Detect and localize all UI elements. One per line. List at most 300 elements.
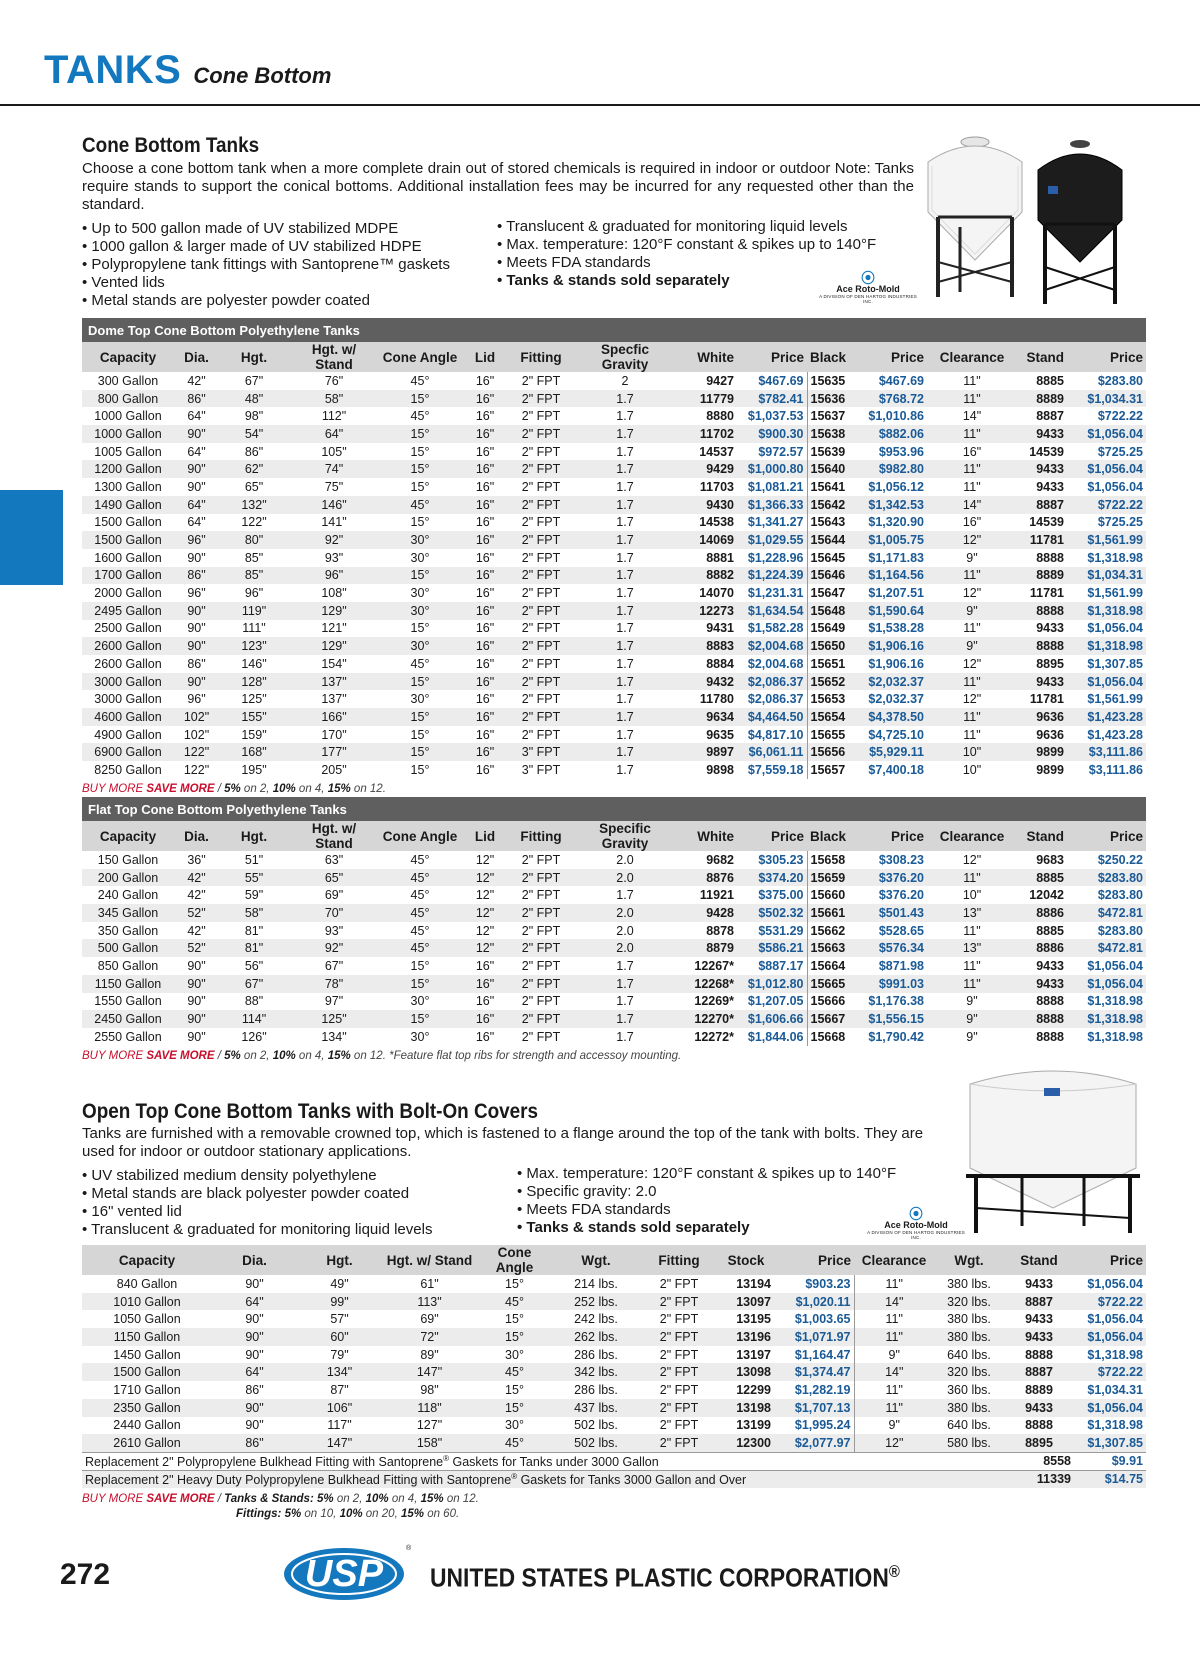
table-cell: $722.22 [1067, 407, 1146, 425]
logo-reg-mark: ® [406, 1545, 412, 1552]
table-cell: $1,318.98 [1067, 549, 1146, 567]
table-cell: $1,282.19 [774, 1381, 854, 1399]
desc-part: Gaskets for Tanks 3000 Gallon and Over [517, 1472, 747, 1487]
table-cell: 320 lbs. [934, 1363, 1004, 1381]
logo-tag: A DIVISION OF DEN HARTOG INDUSTRIES INC. [867, 1230, 965, 1240]
table-cell: 14" [927, 407, 1017, 425]
table-cell: 15656 [807, 743, 851, 761]
table-cell: $2,032.37 [851, 690, 927, 708]
table-cell: 170" [289, 726, 379, 744]
table-cell: 67" [219, 372, 289, 390]
table-cell: 9" [927, 1010, 1017, 1028]
table-cell: 15643 [807, 514, 851, 532]
reg-mark: ® [443, 1453, 450, 1463]
table-cell: $1,228.96 [737, 549, 807, 567]
column-header: Hgt. w/ Stand [289, 821, 379, 851]
cone-tank-image [920, 132, 1145, 317]
fittings-discount [82, 1508, 459, 1520]
table-cell: 15° [379, 957, 461, 975]
table-cell: 286 lbs. [552, 1346, 640, 1364]
column-header: Stand [1017, 821, 1067, 851]
table-cell: 8885 [1017, 372, 1067, 390]
table-cell: 8885 [1017, 922, 1067, 940]
table-cell: 15° [379, 975, 461, 993]
table-cell: 2" FPT [509, 655, 573, 673]
table-cell: $1,224.39 [737, 567, 807, 585]
table-cell: 14069 [677, 531, 737, 549]
table-cell: 55" [219, 869, 289, 887]
table-cell: 15° [379, 673, 461, 691]
replacement-row [82, 1452, 1146, 1470]
table-row [82, 549, 1146, 567]
table-cell: $1,029.55 [737, 531, 807, 549]
table-cell: 114" [219, 1010, 289, 1028]
table-cell: $982.80 [851, 460, 927, 478]
table-cell: $1,020.11 [774, 1293, 854, 1311]
table-cell: $374.20 [737, 869, 807, 887]
table-cell: 15657 [807, 761, 851, 779]
table-cell: $376.20 [851, 886, 927, 904]
table-cell: 2" FPT [509, 407, 573, 425]
fit-discount-2-text: on 20, [362, 1507, 401, 1520]
column-header: Specific Gravity [573, 821, 677, 851]
table-cell: 9635 [677, 726, 737, 744]
table-cell: 150 Gallon [82, 851, 174, 869]
table-cell: $1,207.51 [851, 584, 927, 602]
table-cell: 96" [219, 584, 289, 602]
table-cell: $1,307.85 [1067, 655, 1146, 673]
table-cell: 8886 [1017, 939, 1067, 957]
table-cell: 11" [927, 478, 1017, 496]
table-cell: 90" [174, 637, 219, 655]
table-cell: 98" [219, 407, 289, 425]
table-cell: 1.7 [573, 549, 677, 567]
table-cell: 8880 [677, 407, 737, 425]
fit-discount-2: 10% [339, 1507, 363, 1520]
slash: / [214, 1049, 225, 1062]
table-cell: 42" [174, 372, 219, 390]
table-cell: 9433 [1004, 1275, 1074, 1293]
table-cell: 16" [927, 514, 1017, 532]
table-cell: 12" [927, 584, 1017, 602]
flat-top-table-section [82, 797, 1146, 1062]
table-cell: 88" [219, 993, 289, 1011]
table-cell: $586.21 [737, 939, 807, 957]
table-cell: 9433 [1017, 975, 1067, 993]
table-row [82, 584, 1146, 602]
table-cell: 15° [379, 443, 461, 461]
save-more: SAVE MORE [146, 782, 215, 795]
feature-bullets [82, 220, 914, 310]
table-cell: 1.7 [573, 886, 677, 904]
bullet-item: • UV stabilized medium density polyethylene [82, 1167, 517, 1185]
table-cell: 8887 [1004, 1293, 1074, 1311]
table-cell: 3" FPT [509, 761, 573, 779]
bullet-item: • Max. temperature: 120°F constant & spikes up to 140°F [517, 1165, 896, 1183]
table-cell: 64" [174, 407, 219, 425]
table-cell: 90" [174, 975, 219, 993]
table-cell: 12299 [718, 1381, 774, 1399]
table-cell: 16" [461, 390, 509, 408]
table-cell: 90" [212, 1399, 297, 1417]
table-cell: 2" FPT [509, 460, 573, 478]
table-cell: 9433 [1004, 1399, 1074, 1417]
table-cell: 14" [854, 1363, 934, 1381]
table-cell: 12268* [677, 975, 737, 993]
table-cell: 2 [573, 372, 677, 390]
table-cell: 11779 [677, 390, 737, 408]
table-cell: 90" [174, 993, 219, 1011]
table-cell: 11781 [1017, 531, 1067, 549]
table-cell: $283.80 [1067, 922, 1146, 940]
column-header: White [677, 342, 737, 372]
table-row [82, 904, 1146, 922]
table-cell: 12" [854, 1434, 934, 1452]
table-cell: 8889 [1017, 567, 1067, 585]
column-header: Dia. [174, 821, 219, 851]
table-cell: 16" [461, 567, 509, 585]
table-cell: $1,318.98 [1074, 1417, 1146, 1435]
table-cell: 11703 [677, 478, 737, 496]
table-cell: 85" [219, 567, 289, 585]
buy-more-lead: BUY MORE [82, 1492, 144, 1505]
table-cell: 14" [854, 1293, 934, 1311]
table-cell: 2" FPT [509, 1028, 573, 1046]
column-header: Dia. [212, 1245, 297, 1275]
bullet-item: • Specific gravity: 2.0 [517, 1183, 896, 1201]
dome-top-table [82, 342, 1146, 779]
table-cell: 262 lbs. [552, 1328, 640, 1346]
table-cell: 11" [927, 425, 1017, 443]
table-cell: 850 Gallon [82, 957, 174, 975]
column-header: Price [851, 821, 927, 851]
table-cell: 16" [461, 407, 509, 425]
column-header: Black [807, 342, 851, 372]
table-cell: 205" [289, 761, 379, 779]
table-cell: 12" [461, 904, 509, 922]
table-cell: 111" [219, 620, 289, 638]
table-cell: 9433 [1017, 620, 1067, 638]
table-cell: $2,086.37 [737, 690, 807, 708]
page-header [44, 48, 331, 98]
table-cell: 1.7 [573, 726, 677, 744]
table-cell: 15° [379, 620, 461, 638]
table-cell: $1,012.80 [737, 975, 807, 993]
table-cell: $1,056.04 [1074, 1310, 1146, 1328]
table-cell: 96" [174, 690, 219, 708]
table-cell: 15639 [807, 443, 851, 461]
table-cell: 8881 [677, 549, 737, 567]
table-cell: 11" [927, 567, 1017, 585]
table-cell: 2" FPT [509, 549, 573, 567]
table-cell: 134" [297, 1363, 382, 1381]
table-cell: 15° [379, 460, 461, 478]
table-cell: $250.22 [1067, 851, 1146, 869]
table-cell: 800 Gallon [82, 390, 174, 408]
table-cell: 42" [174, 869, 219, 887]
table-cell: 2500 Gallon [82, 620, 174, 638]
table-cell: $972.57 [737, 443, 807, 461]
table-cell: 15° [379, 726, 461, 744]
table-cell: 90" [212, 1417, 297, 1435]
table-cell: 1.7 [573, 761, 677, 779]
table-cell: 30° [379, 584, 461, 602]
table-cell: $472.81 [1067, 904, 1146, 922]
table-cell: $1,010.86 [851, 407, 927, 425]
table-cell: $953.96 [851, 443, 927, 461]
table-cell: 15° [379, 425, 461, 443]
table-cell: 3000 Gallon [82, 690, 174, 708]
replacement-row [82, 1470, 1146, 1488]
table-cell: 154" [289, 655, 379, 673]
table-cell: $882.06 [851, 425, 927, 443]
table-cell: 45° [379, 655, 461, 673]
table-cell: 45° [477, 1293, 552, 1311]
table-cell: 177" [289, 743, 379, 761]
bullet-item: • Translucent & graduated for monitoring liquid levels [497, 218, 876, 236]
table-row [82, 390, 1146, 408]
table-cell: 15655 [807, 726, 851, 744]
table-cell: 1.7 [573, 460, 677, 478]
table-cell: 96" [174, 531, 219, 549]
table-cell: 9636 [1017, 708, 1067, 726]
table-cell: 65" [289, 869, 379, 887]
table-cell: 1.7 [573, 957, 677, 975]
save-more: SAVE MORE [146, 1492, 215, 1505]
table-cell: 13" [927, 939, 1017, 957]
table-cell: $1,318.98 [1067, 602, 1146, 620]
corp-text: UNITED STATES PLASTIC CORPORATION [430, 1562, 889, 1593]
table-cell: $1,318.98 [1067, 637, 1146, 655]
table-cell: $467.69 [851, 372, 927, 390]
table-cell: 640 lbs. [934, 1417, 1004, 1435]
column-header: Capacity [82, 1245, 212, 1275]
table-cell: 2" FPT [640, 1346, 718, 1364]
table-cell: 48" [219, 390, 289, 408]
bullet-item: • Tanks & stands sold separately [497, 272, 876, 290]
table-cell: $768.72 [851, 390, 927, 408]
table-cell: 12" [461, 939, 509, 957]
table-row [82, 620, 1146, 638]
table-cell: 12042 [1017, 886, 1067, 904]
table-cell: 2" FPT [640, 1363, 718, 1381]
table-cell: 9432 [677, 673, 737, 691]
table-cell: 15° [379, 390, 461, 408]
table-cell: 2" FPT [640, 1434, 718, 1452]
table-row [82, 1010, 1146, 1028]
table-cell: 16" [461, 1010, 509, 1028]
table-cell: $1,561.99 [1067, 584, 1146, 602]
tanks-label: Tanks & Stands: [224, 1492, 314, 1505]
table-cell: 320 lbs. [934, 1293, 1004, 1311]
table-cell: 1.7 [573, 637, 677, 655]
table-cell: 2" FPT [509, 993, 573, 1011]
table-cell: 11702 [677, 425, 737, 443]
table-cell: 2440 Gallon [82, 1417, 212, 1435]
bullet-item: • Max. temperature: 120°F constant & spikes up to 140°F [497, 236, 876, 254]
table-cell: 118" [382, 1399, 477, 1417]
buy-more-note [82, 1492, 1146, 1522]
table-header [82, 1245, 1146, 1275]
table-cell: 119" [219, 602, 289, 620]
table-cell: 16" [461, 993, 509, 1011]
table-cell: 45° [379, 496, 461, 514]
table-cell: 86" [174, 655, 219, 673]
table-cell: 8889 [1017, 390, 1067, 408]
table-cell: $4,378.50 [851, 708, 927, 726]
reg-mark: ® [511, 1471, 518, 1481]
intro-text: Choose a cone bottom tank when a more complete drain out of stored chemicals is required in indoor or outdoor Note: Tanks require stands to support the conical bottoms. Additional installation fees may be incurred for any requested other than the standard. [82, 160, 914, 213]
header-rule [0, 104, 1200, 106]
table-cell: 81" [219, 939, 289, 957]
table-cell: 8888 [1004, 1417, 1074, 1435]
table-cell: 15640 [807, 460, 851, 478]
table-cell: 9430 [677, 496, 737, 514]
table-cell: 8879 [677, 939, 737, 957]
table-cell: 93" [289, 549, 379, 567]
table-cell: 90" [174, 460, 219, 478]
table-cell: $1,056.04 [1067, 673, 1146, 691]
table-cell: $1,034.31 [1074, 1381, 1146, 1399]
table-cell: $1,231.31 [737, 584, 807, 602]
table-body [82, 1275, 1146, 1452]
table-cell: 2" FPT [509, 478, 573, 496]
table-cell: 2.0 [573, 904, 677, 922]
table-cell: $725.25 [1067, 514, 1146, 532]
table-cell: 1150 Gallon [82, 1328, 212, 1346]
table-cell: 10" [927, 886, 1017, 904]
table-cell: 36" [174, 851, 219, 869]
table-cell: 30° [379, 549, 461, 567]
table-cell: 11" [927, 460, 1017, 478]
table-cell: 2" FPT [640, 1417, 718, 1435]
table-cell: 2600 Gallon [82, 637, 174, 655]
table-cell: 61" [382, 1275, 477, 1293]
table-cell: 8895 [1017, 655, 1067, 673]
flat-top-footnote: *Feature flat top ribs for strength and accessoy mounting. [385, 1049, 682, 1062]
table-cell: 45° [379, 939, 461, 957]
table-cell: 8888 [1017, 602, 1067, 620]
table-cell: 45° [379, 372, 461, 390]
table-band-title: Dome Top Cone Bottom Polyethylene Tanks [82, 318, 1146, 342]
table-cell: 11" [854, 1310, 934, 1328]
table-cell: 2350 Gallon [82, 1399, 212, 1417]
table-cell: 1450 Gallon [82, 1346, 212, 1364]
table-cell: 1.7 [573, 531, 677, 549]
table-cell: 14538 [677, 514, 737, 532]
column-header: Hgt. w/ Stand [382, 1245, 477, 1275]
table-cell: 15° [379, 567, 461, 585]
table-cell: 45° [379, 922, 461, 940]
bullets-left [82, 220, 497, 310]
table-cell: 76" [289, 372, 379, 390]
table-cell: $1,000.80 [737, 460, 807, 478]
table-cell: 1.7 [573, 708, 677, 726]
table-cell: 16" [461, 1028, 509, 1046]
table-cell: 11" [854, 1399, 934, 1417]
table-cell: $2,004.68 [737, 655, 807, 673]
table-cell: 45° [379, 886, 461, 904]
table-row [82, 460, 1146, 478]
bullet-item: • Tanks & stands sold separately [517, 1219, 896, 1237]
table-cell: 2" FPT [509, 443, 573, 461]
table-cell: 92" [289, 531, 379, 549]
table-row [82, 761, 1146, 779]
table-cell: $2,004.68 [737, 637, 807, 655]
table-cell: 2" FPT [509, 708, 573, 726]
table-cell: 14070 [677, 584, 737, 602]
table-cell: 1500 Gallon [82, 1363, 212, 1381]
table-cell: 9636 [1017, 726, 1067, 744]
table-cell: 14539 [1017, 443, 1067, 461]
table-cell: 15647 [807, 584, 851, 602]
table-cell: $1,318.98 [1067, 993, 1146, 1011]
table-cell: 13196 [718, 1328, 774, 1346]
table-cell: 132" [219, 496, 289, 514]
table-cell: 2" FPT [509, 673, 573, 691]
table-cell: 70" [289, 904, 379, 922]
table-cell: $1,164.47 [774, 1346, 854, 1364]
table-cell: $1,995.24 [774, 1417, 854, 1435]
table-cell: 195" [219, 761, 289, 779]
table-cell: 242 lbs. [552, 1310, 640, 1328]
table-cell: $1,056.04 [1067, 620, 1146, 638]
table-cell: 9" [854, 1346, 934, 1364]
table-cell: $375.00 [737, 886, 807, 904]
table-cell: 106" [297, 1399, 382, 1417]
table-cell: $1,844.06 [737, 1028, 807, 1046]
table-cell: 8889 [1004, 1381, 1074, 1399]
table-cell: 2" FPT [509, 690, 573, 708]
table-cell: 2" FPT [509, 620, 573, 638]
table-cell: 2" FPT [509, 957, 573, 975]
column-header: Cone Angle [379, 342, 461, 372]
section-open-top [82, 1100, 942, 1239]
table-cell: 12269* [677, 993, 737, 1011]
table-cell: 15° [477, 1310, 552, 1328]
table-cell: 97" [289, 993, 379, 1011]
table-cell: 9429 [677, 460, 737, 478]
table-cell: $1,056.12 [851, 478, 927, 496]
corporation-name [430, 1562, 900, 1594]
table-cell: $991.03 [851, 975, 927, 993]
table-cell: 51" [219, 851, 289, 869]
discount-2-text: on 4, [388, 1492, 421, 1505]
table-cell: 64" [289, 425, 379, 443]
table-cell: 56" [219, 957, 289, 975]
table-cell: 214 lbs. [552, 1275, 640, 1293]
table-cell: 1200 Gallon [82, 460, 174, 478]
table-cell: 15665 [807, 975, 851, 993]
table-row [82, 496, 1146, 514]
table-cell: $1,423.28 [1067, 708, 1146, 726]
section-intro [82, 1125, 942, 1161]
table-cell: 15668 [807, 1028, 851, 1046]
table-cell: 105" [289, 443, 379, 461]
table-cell: 102" [174, 708, 219, 726]
table-cell: 86" [212, 1381, 297, 1399]
table-cell: 342 lbs. [552, 1363, 640, 1381]
column-header: Dia. [174, 342, 219, 372]
table-cell: 12267* [677, 957, 737, 975]
table-cell: 86" [212, 1434, 297, 1452]
column-header: Cone Angle [477, 1245, 552, 1275]
table-cell: 8250 Gallon [82, 761, 174, 779]
table-cell: 13198 [718, 1399, 774, 1417]
table-cell: 146" [219, 655, 289, 673]
table-cell: 2" FPT [509, 584, 573, 602]
table-cell: 52" [174, 904, 219, 922]
